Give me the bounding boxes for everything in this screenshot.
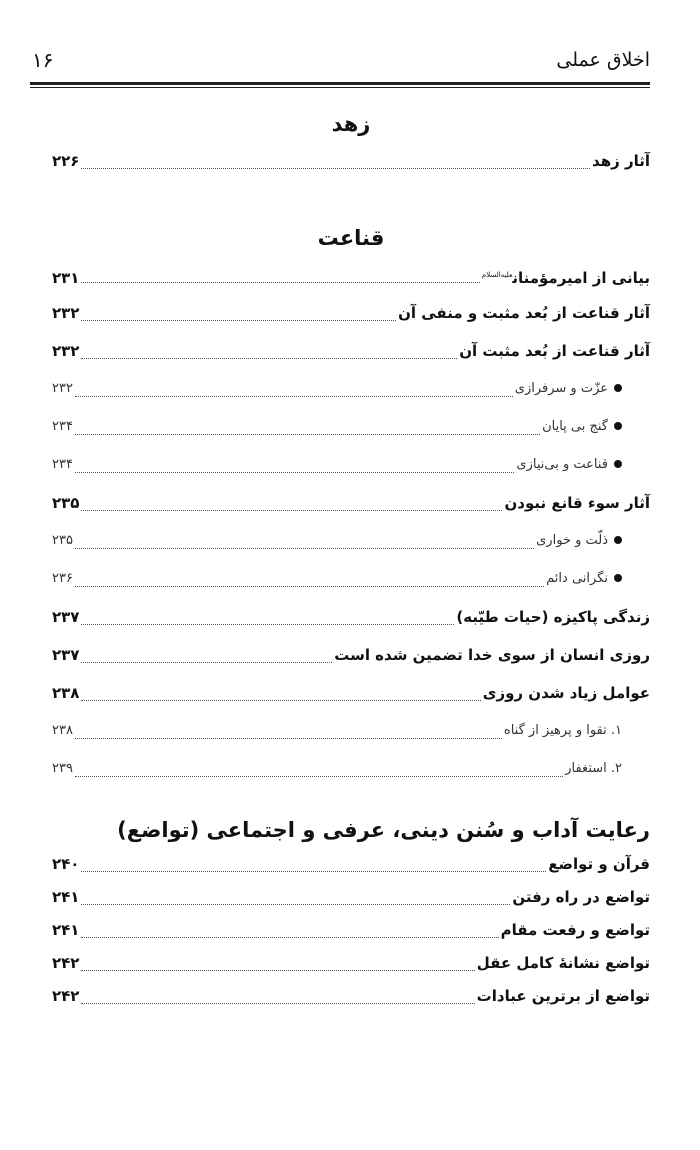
book-title: اخلاق عملی <box>556 49 650 71</box>
entry-label: آثار سوء قانع نبودن <box>504 494 650 512</box>
dot-leader <box>75 434 540 435</box>
dot-leader <box>75 776 563 777</box>
toc-entry[interactable] <box>52 980 650 1013</box>
bullet-icon <box>614 574 622 582</box>
entry-page: ۲۴۱ <box>52 888 80 906</box>
entry-label: آثار زهد <box>592 152 650 170</box>
bullet-icon <box>614 384 622 392</box>
dot-leader <box>81 358 457 359</box>
honorific-mark: علیه‌السلام <box>481 271 513 279</box>
entry-label: تواضع و رفعت مقام <box>500 921 650 939</box>
toc-entry[interactable] <box>52 914 650 947</box>
toc-entry[interactable] <box>52 332 650 370</box>
page-header <box>32 42 650 78</box>
entry-page: ۲۳۱ <box>52 269 80 287</box>
entry-label: عزّت و سرفرازی <box>514 381 608 396</box>
entry-label: زندگی پاکیزه (حیات طیّبه) <box>456 608 650 626</box>
toc-entry[interactable] <box>52 947 650 980</box>
bullet-icon <box>614 460 622 468</box>
toc-subentry[interactable] <box>52 370 650 408</box>
entry-label: قناعت و بی‌نیازی <box>516 457 608 472</box>
entry-label: ۱. تقوا و پرهیز از گناه <box>503 723 622 738</box>
dot-leader <box>81 970 474 971</box>
entry-page: ۲۳۹ <box>52 761 73 776</box>
toc-entry[interactable] <box>52 598 650 636</box>
entry-page: ۲۳۲ <box>52 304 80 322</box>
entry-label: قرآن و تواضع <box>548 855 650 873</box>
dot-leader <box>81 624 454 625</box>
entry-label: روزی انسان از سوی خدا تضمین شده است <box>334 646 650 664</box>
toc-entry[interactable] <box>52 881 650 914</box>
toc-subentry[interactable] <box>52 446 650 484</box>
entry-page: ۲۳۸ <box>52 684 80 702</box>
toc-entry[interactable] <box>52 484 650 522</box>
entry-label: بیانی از امیرمؤمنان <box>512 269 650 287</box>
entry-page: ۲۳۷ <box>52 646 80 664</box>
toc-entry[interactable] <box>52 294 650 332</box>
dot-leader <box>75 738 502 739</box>
entry-label: گنج بی پایان <box>542 419 608 434</box>
toc-subentry[interactable] <box>52 712 650 750</box>
entry-label: ۲. استغفار <box>565 761 622 776</box>
entry-page: ۲۳۸ <box>52 723 73 738</box>
bullet-icon <box>614 422 622 430</box>
entry-label: آثار قناعت از بُعد مثبت و منفی آن <box>398 304 650 322</box>
dot-leader <box>75 472 514 473</box>
dot-leader <box>81 1003 474 1004</box>
toc-entry[interactable] <box>52 256 650 294</box>
dot-leader <box>81 904 510 905</box>
dot-leader <box>81 510 502 511</box>
entry-page: ۲۳۷ <box>52 608 80 626</box>
section-zohd <box>52 106 650 180</box>
header-rule <box>30 82 650 88</box>
toc-subentry[interactable] <box>52 560 650 598</box>
toc-subentry[interactable] <box>52 522 650 560</box>
entry-page: ۲۳۲ <box>52 381 73 396</box>
entry-page: ۲۴۲ <box>52 954 80 972</box>
dot-leader <box>75 586 544 587</box>
section-tavazo <box>52 812 650 1013</box>
entry-label: تواضع نشانهٔ کامل عقل <box>476 954 650 972</box>
section-title: رعایت آداب و سُنن دینی، عرفی و اجتماعی (تواضع) <box>117 818 650 842</box>
toc-subentry[interactable] <box>52 750 650 788</box>
toc-subentry[interactable] <box>52 408 650 446</box>
dot-leader <box>81 662 332 663</box>
entry-label: آثار قناعت از بُعد مثبت آن <box>459 342 650 360</box>
entry-label: ذلّت و خواری <box>536 533 608 548</box>
entry-page: ۲۳۶ <box>52 571 73 586</box>
entry-page: ۲۴۱ <box>52 921 80 939</box>
page-number: ۱۶ <box>32 48 54 72</box>
dot-leader <box>75 396 513 397</box>
section-ghenaat <box>52 220 650 788</box>
entry-page: ۲۲۶ <box>52 152 80 170</box>
entry-page: ۲۴۲ <box>52 987 80 1005</box>
bullet-icon <box>614 536 622 544</box>
dot-leader <box>81 871 546 872</box>
entry-label: نگرانی دائم <box>546 571 608 586</box>
dot-leader <box>81 168 590 169</box>
entry-label: تواضع از برترین عبادات <box>476 987 650 1005</box>
dot-leader <box>81 282 479 283</box>
entry-page: ۲۳۵ <box>52 533 73 548</box>
entry-page: ۲۳۴ <box>52 457 73 472</box>
toc-entry[interactable] <box>52 848 650 881</box>
section-title: زهد <box>331 112 371 136</box>
entry-page: ۲۳۵ <box>52 494 80 512</box>
dot-leader <box>81 937 498 938</box>
entry-page: ۲۴۰ <box>52 855 80 873</box>
entry-page: ۲۳۲ <box>52 342 80 360</box>
entry-label: عوامل زیاد شدن روزی <box>482 684 650 702</box>
section-title: قناعت <box>317 226 385 250</box>
entry-page: ۲۳۴ <box>52 419 73 434</box>
dot-leader <box>81 700 480 701</box>
toc-entry[interactable] <box>52 636 650 674</box>
toc-entry[interactable] <box>52 674 650 712</box>
entry-label: تواضع در راه رفتن <box>512 888 650 906</box>
toc-entry[interactable] <box>52 142 650 180</box>
dot-leader <box>81 320 396 321</box>
dot-leader <box>75 548 534 549</box>
